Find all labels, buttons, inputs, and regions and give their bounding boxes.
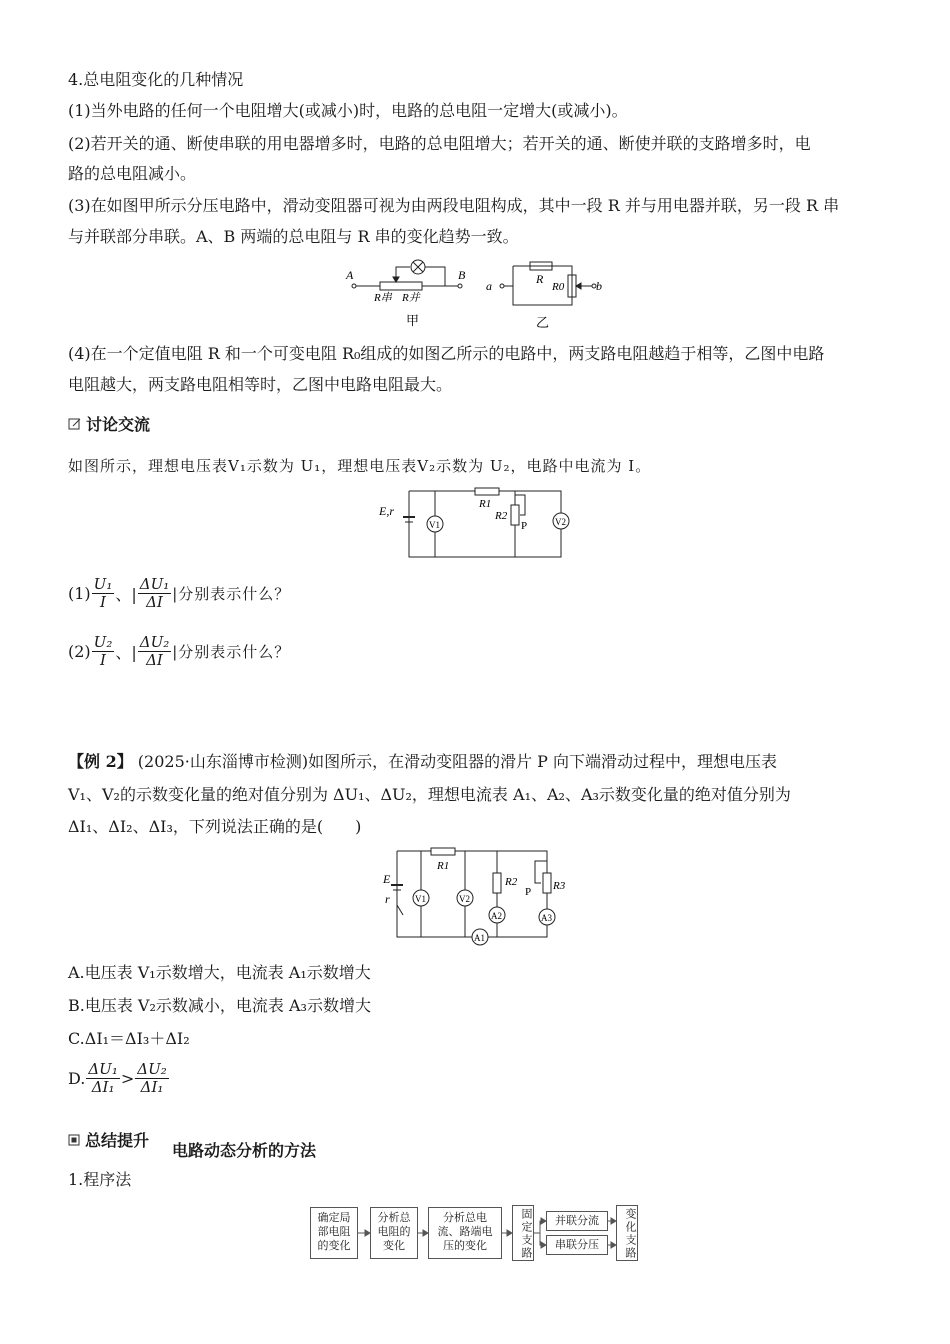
q1-fraction-2 (138, 576, 172, 611)
label-R1: R1 (479, 498, 492, 510)
q2-suffix: |分别表示什么？ (172, 643, 291, 661)
label-V1-ex: V1 (415, 894, 426, 904)
example2-circuit (375, 845, 575, 950)
label-R3-ex: R3 (553, 880, 566, 892)
label-b: b (596, 279, 602, 293)
optD-fraction-2 (135, 1061, 169, 1096)
option-d (68, 1061, 170, 1096)
label-V2-ex: V2 (459, 894, 470, 904)
q2-sep: 、| (115, 643, 137, 662)
figure-jia-yi (340, 255, 610, 335)
label-R0: R0 (552, 281, 565, 293)
q1-suffix: |分别表示什么？ (172, 585, 291, 603)
optD-f2-den: ΔI₁ (140, 1078, 164, 1096)
label-A: A (346, 268, 354, 282)
q1-prefix: (1) (68, 584, 91, 603)
question-2 (68, 634, 290, 669)
label-A3-ex: A3 (541, 913, 552, 923)
q2-fraction-1 (92, 634, 115, 669)
optD-f1-num: ΔU₁ (88, 1060, 118, 1078)
label-P-ex: P (525, 886, 532, 898)
question-1 (68, 576, 290, 611)
label-Er: E,r (379, 504, 394, 518)
summary-heading (68, 1128, 149, 1151)
q2-frac1-den: I (100, 651, 106, 669)
label-yi: 乙 (536, 315, 550, 330)
q2-prefix: (2) (68, 642, 91, 661)
paragraph-3-cont: 与并联部分串联。A、B 两端的总电阻与 R 串的变化趋势一致。 (68, 227, 519, 246)
q2-frac2-den: ΔI (146, 651, 163, 669)
discussion-circuit (375, 487, 575, 562)
label-P: P (521, 520, 528, 532)
q1-frac2-num: ΔU₁ (139, 575, 170, 593)
label-R: R (536, 272, 544, 286)
method-1: 1.程序法 (68, 1170, 132, 1189)
example2-line3: ΔI₁、ΔI₂、ΔI₃，下列说法正确的是( ) (68, 817, 362, 836)
optD-fraction-1 (86, 1061, 120, 1096)
optD-f1-den: ΔI₁ (91, 1078, 115, 1096)
paragraph-2: (2)若开关的通、断使串联的用电器增多时，电路的总电阻增大；若开关的通、断使并联的支路增多时，电 (68, 134, 811, 153)
paragraph-4-cont: 电阻越大，两支路电阻相等时，乙图中电路电阻最大。 (68, 375, 453, 394)
label-R2: R2 (495, 510, 508, 522)
example2-line2: V₁、V₂的示数变化量的绝对值分别为 ΔU₁、ΔU₂，理想电流表 A₁、A₂、A₃示数变化量的绝对值分别为 (68, 785, 791, 804)
option-a: A.电压表 V₁示数增大，电流表 A₁示数增大 (68, 963, 371, 982)
q1-frac2-den: ΔI (146, 593, 163, 611)
q2-frac2-num: ΔU₂ (139, 633, 170, 651)
paragraph-2-cont: 路的总电阻减小。 (68, 164, 197, 183)
summary-title: 电路动态分析的方法 (172, 1141, 317, 1160)
q1-sep: 、| (115, 585, 137, 604)
discussion-heading (68, 412, 150, 435)
label-A2-ex: A2 (491, 911, 502, 921)
flow-box-3: 分析总电流、路端电压的变化 (428, 1207, 502, 1259)
label-V2: V2 (555, 517, 566, 527)
flow-box-2: 分析总电阻的变化 (370, 1207, 418, 1259)
flow-box-4: 固定支路 (512, 1205, 534, 1261)
label-a: a (486, 279, 492, 293)
label-Rchuan: R串 (374, 292, 392, 304)
summary-badge: 总结提升 (85, 1131, 150, 1150)
flow-arrows (310, 1203, 640, 1263)
label-E: E (383, 872, 391, 886)
optD-prefix: D. (68, 1069, 86, 1088)
label-B: B (458, 268, 466, 282)
label-R2-ex: R2 (505, 876, 518, 888)
flow-box-5: 并联分流 (546, 1211, 608, 1231)
q1-frac1-num: U₁ (93, 575, 113, 593)
flowchart (310, 1203, 640, 1263)
flow-box-7: 变化支路 (616, 1205, 638, 1261)
flow-box-1: 确定局部电阻的变化 (310, 1207, 358, 1259)
optD-f2-num: ΔU₂ (137, 1060, 167, 1078)
label-A1-ex: A1 (474, 933, 485, 943)
q1-fraction-1 (92, 576, 115, 611)
flow-box-6: 串联分压 (546, 1235, 608, 1255)
discussion-title: 讨论交流 (86, 415, 151, 434)
label-jia: 甲 (406, 313, 420, 328)
label-Rbing: R并 (402, 292, 420, 304)
option-b: B.电压表 V₂示数减小，电流表 A₃示数增大 (68, 996, 371, 1015)
q2-frac1-num: U₂ (93, 633, 113, 651)
q2-fraction-2 (138, 634, 172, 669)
example2-text1: (2025·山东淄博市检测)如图所示，在滑动变阻器的滑片 P 向下端滑动过程中，理想电压表 (132, 752, 778, 771)
example2-line1 (68, 752, 777, 772)
paragraph-1: (1)当外电路的任何一个电阻增大(或减小)时，电路的总电阻一定增大(或减小)。 (68, 101, 628, 120)
example-tag: 【例 2】 (68, 752, 133, 771)
paragraph-3: (3)在如图甲所示分压电路中，滑动变阻器可视为由两段电阻构成，其中一段 R 并与用电器并联，另一段 R 串 (68, 196, 840, 215)
section-title: 4.总电阻变化的几种情况 (68, 70, 244, 89)
discussion-intro: 如图所示，理想电压表V₁示数为 U₁，理想电压表V₂示数为 U₂，电路中电流为 I。 (68, 457, 652, 475)
label-r: r (385, 892, 390, 906)
q1-frac1-den: I (100, 593, 106, 611)
square-icon (68, 1134, 80, 1146)
label-V1: V1 (429, 520, 440, 530)
paragraph-4: (4)在一个定值电阻 R 和一个可变电阻 R₀组成的如图乙所示的电路中，两支路电阻越趋于相等，乙图中电路 (68, 344, 825, 363)
option-c: C.ΔI₁＝ΔI₃＋ΔI₂ (68, 1029, 190, 1048)
edit-icon (68, 417, 82, 431)
optD-op: > (120, 1069, 135, 1088)
label-R1-ex: R1 (437, 860, 450, 872)
